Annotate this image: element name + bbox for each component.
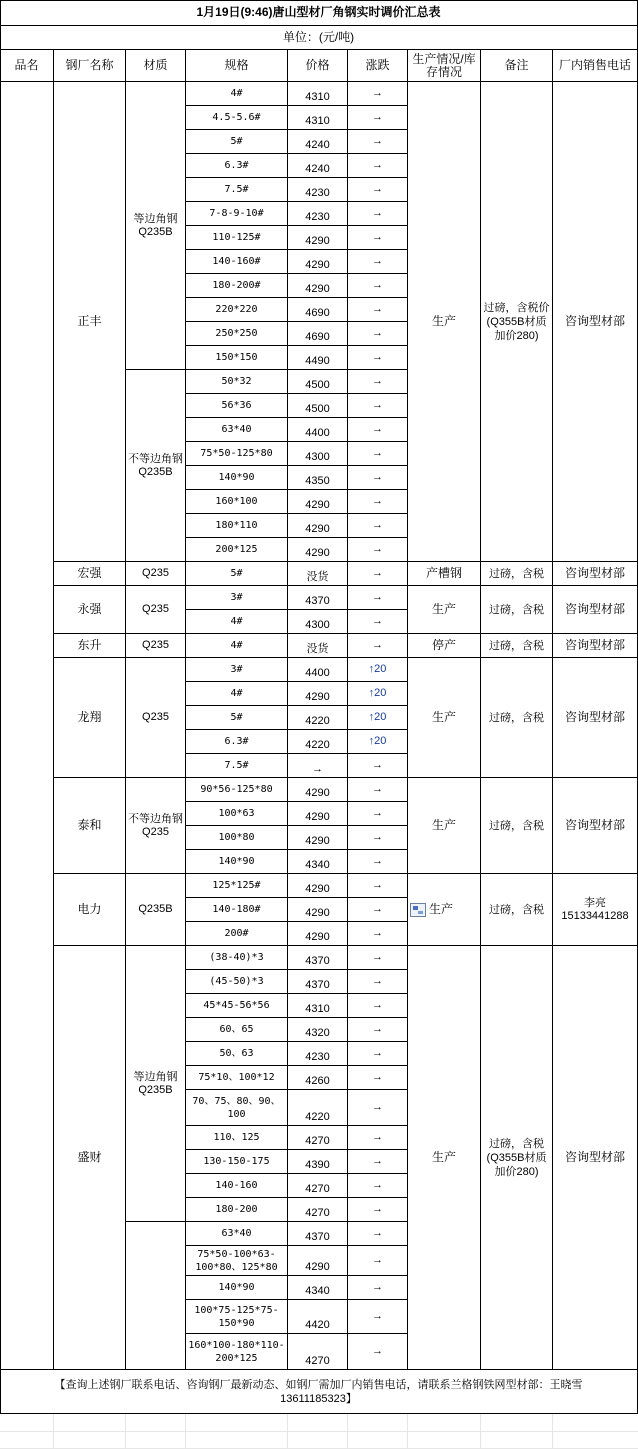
change-cell: → bbox=[348, 130, 408, 154]
change-cell: → bbox=[348, 442, 408, 466]
price-cell: 4290 bbox=[288, 874, 348, 898]
change-cell: → bbox=[348, 898, 408, 922]
price-cell: 4220 bbox=[288, 730, 348, 754]
sales-phone: 咨询型材部 bbox=[553, 562, 638, 586]
price-cell: 4290 bbox=[288, 490, 348, 514]
change-cell: ↑20 bbox=[348, 706, 408, 730]
unit-label: 单位：(元/吨) bbox=[0, 26, 638, 50]
spec-cell: 4# bbox=[186, 634, 288, 658]
change-cell: → bbox=[348, 1246, 408, 1276]
price-cell: 4290 bbox=[288, 682, 348, 706]
spec-cell: 140*90 bbox=[186, 850, 288, 874]
price-cell: 4310 bbox=[288, 106, 348, 130]
spec-cell: 4# bbox=[186, 82, 288, 106]
change-cell: → bbox=[348, 418, 408, 442]
spec-cell: 180-200 bbox=[186, 1198, 288, 1222]
header-mill: 钢厂名称 bbox=[54, 50, 126, 82]
change-cell: → bbox=[348, 1090, 408, 1126]
mill-name: 龙翔 bbox=[54, 658, 126, 778]
mill-name: 宏强 bbox=[54, 562, 126, 586]
change-cell: → bbox=[348, 994, 408, 1018]
spec-cell: 3# bbox=[186, 658, 288, 682]
spec-cell: 140*90 bbox=[186, 466, 288, 490]
price-cell: 4370 bbox=[288, 946, 348, 970]
spec-cell: 110、125 bbox=[186, 1126, 288, 1150]
price-cell: 4230 bbox=[288, 202, 348, 226]
spec-cell: 60、65 bbox=[186, 1018, 288, 1042]
change-cell: → bbox=[348, 466, 408, 490]
production-status: 生产 bbox=[408, 586, 481, 634]
spec-cell: 75*10、100*12 bbox=[186, 1066, 288, 1090]
empty-grid-col bbox=[407, 1414, 408, 1449]
spec-cell: 100*63 bbox=[186, 802, 288, 826]
change-cell: → bbox=[348, 346, 408, 370]
change-cell: → bbox=[348, 226, 408, 250]
spec-cell: 160*100 bbox=[186, 490, 288, 514]
change-cell: ↑20 bbox=[348, 658, 408, 682]
spec-cell: 63*40 bbox=[186, 418, 288, 442]
change-cell: → bbox=[348, 922, 408, 946]
spec-cell: 180-200# bbox=[186, 274, 288, 298]
price-cell: 4220 bbox=[288, 1090, 348, 1126]
remark-cell: 过磅，含税 bbox=[481, 562, 553, 586]
change-cell: → bbox=[348, 1042, 408, 1066]
price-cell: 4290 bbox=[288, 826, 348, 850]
price-cell: 4230 bbox=[288, 1042, 348, 1066]
price-cell: 4290 bbox=[288, 250, 348, 274]
spec-cell: 6.3# bbox=[186, 730, 288, 754]
empty-grid-col bbox=[552, 1414, 553, 1449]
price-cell: 4370 bbox=[288, 970, 348, 994]
price-cell: 4290 bbox=[288, 778, 348, 802]
spec-cell: 110-125# bbox=[186, 226, 288, 250]
price-cell: 4500 bbox=[288, 370, 348, 394]
change-cell: → bbox=[348, 106, 408, 130]
price-cell: 4420 bbox=[288, 1300, 348, 1334]
price-cell: 4320 bbox=[288, 1018, 348, 1042]
sales-phone: 咨询型材部 bbox=[553, 778, 638, 874]
price-cell: 4340 bbox=[288, 850, 348, 874]
price-cell: 4490 bbox=[288, 346, 348, 370]
spec-cell: 75*50-100*63-100*80、125*80 bbox=[186, 1246, 288, 1276]
product-column bbox=[0, 82, 54, 1370]
price-cell: 4690 bbox=[288, 322, 348, 346]
empty-grid-col bbox=[480, 1414, 481, 1449]
change-cell: → bbox=[348, 586, 408, 610]
change-cell: → bbox=[348, 778, 408, 802]
price-cell: 4350 bbox=[288, 466, 348, 490]
empty-grid-col bbox=[347, 1414, 348, 1449]
spec-cell: 140-160 bbox=[186, 1174, 288, 1198]
sheet-title: 1月19日(9:46)唐山型材厂角钢实时调价汇总表 bbox=[0, 0, 638, 26]
mill-name: 泰和 bbox=[54, 778, 126, 874]
sales-phone: 李亮 15133441288 bbox=[553, 874, 638, 946]
price-cell: 4370 bbox=[288, 586, 348, 610]
spec-cell: 200# bbox=[186, 922, 288, 946]
change-cell: → bbox=[348, 250, 408, 274]
spec-cell: 63*40 bbox=[186, 1222, 288, 1246]
spec-cell: 7-8-9-10# bbox=[186, 202, 288, 226]
mill-name: 正丰 bbox=[54, 82, 126, 562]
change-cell: → bbox=[348, 490, 408, 514]
material-cell: Q235 bbox=[126, 658, 186, 778]
material-cell: 不等边角钢Q235B bbox=[126, 370, 186, 562]
spec-cell: 140-180# bbox=[186, 898, 288, 922]
change-cell: → bbox=[348, 298, 408, 322]
spec-cell: 250*250 bbox=[186, 322, 288, 346]
spec-cell: 140*90 bbox=[186, 1276, 288, 1300]
sales-phone: 咨询型材部 bbox=[553, 634, 638, 658]
change-cell: → bbox=[348, 826, 408, 850]
spec-cell: 140-160# bbox=[186, 250, 288, 274]
price-cell: 4290 bbox=[288, 226, 348, 250]
change-cell: → bbox=[348, 202, 408, 226]
spec-cell: 50*32 bbox=[186, 370, 288, 394]
production-status: 停产 bbox=[408, 634, 481, 658]
price-cell: 4400 bbox=[288, 658, 348, 682]
price-cell: 4310 bbox=[288, 82, 348, 106]
spec-cell: 200*125 bbox=[186, 538, 288, 562]
spec-cell: (38-40)*3 bbox=[186, 946, 288, 970]
mill-name: 东升 bbox=[54, 634, 126, 658]
change-cell: → bbox=[348, 1334, 408, 1370]
price-cell: 4290 bbox=[288, 1246, 348, 1276]
change-cell: → bbox=[348, 1198, 408, 1222]
empty-grid-col bbox=[287, 1414, 288, 1449]
change-cell: → bbox=[348, 1126, 408, 1150]
production-status: 产槽钢 bbox=[408, 562, 481, 586]
empty-grid-col bbox=[53, 1414, 54, 1449]
spec-cell: 100*80 bbox=[186, 826, 288, 850]
price-cell: 4270 bbox=[288, 1198, 348, 1222]
header-change: 涨跌 bbox=[348, 50, 408, 82]
change-cell: → bbox=[348, 850, 408, 874]
change-cell: → bbox=[348, 802, 408, 826]
change-cell: → bbox=[348, 154, 408, 178]
spec-cell: 220*220 bbox=[186, 298, 288, 322]
change-cell: → bbox=[348, 322, 408, 346]
spec-cell: 160*100-180*110-200*125 bbox=[186, 1334, 288, 1370]
sales-phone: 咨询型材部 bbox=[553, 658, 638, 778]
price-cell: 4340 bbox=[288, 1276, 348, 1300]
remark-cell: 过磅，含税价(Q355B材质加价280) bbox=[481, 82, 553, 562]
header-price: 价格 bbox=[288, 50, 348, 82]
spec-cell: 4.5-5.6# bbox=[186, 106, 288, 130]
change-cell: → bbox=[348, 274, 408, 298]
change-cell: → bbox=[348, 1066, 408, 1090]
material-cell: 不等边角钢Q235 bbox=[126, 778, 186, 874]
production-status: 生产 bbox=[408, 658, 481, 778]
spec-cell: 90*56-125*80 bbox=[186, 778, 288, 802]
price-cell: 4300 bbox=[288, 610, 348, 634]
price-cell: 4290 bbox=[288, 274, 348, 298]
price-cell: 4310 bbox=[288, 994, 348, 1018]
spec-cell: 7.5# bbox=[186, 178, 288, 202]
sales-phone: 咨询型材部 bbox=[553, 946, 638, 1370]
change-cell: → bbox=[348, 754, 408, 778]
sales-phone: 咨询型材部 bbox=[553, 82, 638, 562]
spec-cell: 4# bbox=[186, 682, 288, 706]
change-cell: → bbox=[348, 538, 408, 562]
spec-cell: 5# bbox=[186, 130, 288, 154]
empty-grid-row bbox=[0, 1431, 638, 1449]
change-cell: → bbox=[348, 178, 408, 202]
paste-options-icon[interactable] bbox=[410, 903, 426, 917]
change-cell: → bbox=[348, 874, 408, 898]
change-cell: → bbox=[348, 82, 408, 106]
price-cell: 4260 bbox=[288, 1066, 348, 1090]
production-status: 生产 bbox=[408, 778, 481, 874]
spec-cell: 100*75-125*75-150*90 bbox=[186, 1300, 288, 1334]
change-cell: → bbox=[348, 1150, 408, 1174]
price-cell: 4290 bbox=[288, 898, 348, 922]
spec-cell: 7.5# bbox=[186, 754, 288, 778]
sales-phone: 咨询型材部 bbox=[553, 586, 638, 634]
change-cell: → bbox=[348, 514, 408, 538]
header-phone: 厂内销售电话 bbox=[553, 50, 638, 82]
change-cell: → bbox=[348, 610, 408, 634]
remark-cell: 过磅，含税 bbox=[481, 658, 553, 778]
spec-cell: (45-50)*3 bbox=[186, 970, 288, 994]
material-cell bbox=[126, 1222, 186, 1370]
price-cell: 4270 bbox=[288, 1174, 348, 1198]
remark-cell: 过磅，含税 bbox=[481, 874, 553, 946]
price-cell: 没货 bbox=[288, 634, 348, 658]
price-cell: 4400 bbox=[288, 418, 348, 442]
material-cell: Q235 bbox=[126, 562, 186, 586]
price-cell: 4220 bbox=[288, 706, 348, 730]
price-cell: 4690 bbox=[288, 298, 348, 322]
price-cell: → bbox=[288, 754, 348, 778]
empty-grid-col bbox=[185, 1414, 186, 1449]
price-cell: 4270 bbox=[288, 1334, 348, 1370]
header-remark: 备注 bbox=[481, 50, 553, 82]
price-cell: 4290 bbox=[288, 922, 348, 946]
header-spec: 规格 bbox=[186, 50, 288, 82]
spec-cell: 180*110 bbox=[186, 514, 288, 538]
spec-cell: 150*150 bbox=[186, 346, 288, 370]
spec-cell: 5# bbox=[186, 706, 288, 730]
change-cell: → bbox=[348, 1276, 408, 1300]
change-cell: ↑20 bbox=[348, 730, 408, 754]
material-cell: 等边角钢Q235B bbox=[126, 82, 186, 370]
remark-cell: 过磅，含税 bbox=[481, 634, 553, 658]
empty-grid-col bbox=[125, 1414, 126, 1449]
price-cell: 4240 bbox=[288, 154, 348, 178]
material-cell: Q235B bbox=[126, 874, 186, 946]
header-product: 品名 bbox=[0, 50, 54, 82]
change-cell: → bbox=[348, 1222, 408, 1246]
change-cell: → bbox=[348, 1300, 408, 1334]
header-material: 材质 bbox=[126, 50, 186, 82]
mill-name: 永强 bbox=[54, 586, 126, 634]
change-cell: → bbox=[348, 1018, 408, 1042]
spec-cell: 56*36 bbox=[186, 394, 288, 418]
change-cell: → bbox=[348, 394, 408, 418]
spec-cell: 130-150-175 bbox=[186, 1150, 288, 1174]
price-cell: 4270 bbox=[288, 1126, 348, 1150]
change-cell: → bbox=[348, 970, 408, 994]
empty-grid-row bbox=[0, 1414, 638, 1432]
material-cell: 等边角钢Q235B bbox=[126, 946, 186, 1222]
header-status: 生产情况/库存情况 bbox=[408, 50, 481, 82]
spec-cell: 6.3# bbox=[186, 154, 288, 178]
price-cell: 4290 bbox=[288, 514, 348, 538]
change-cell: → bbox=[348, 946, 408, 970]
change-cell: ↑20 bbox=[348, 682, 408, 706]
price-cell: 4240 bbox=[288, 130, 348, 154]
spec-cell: 3# bbox=[186, 586, 288, 610]
spec-cell: 45*45-56*56 bbox=[186, 994, 288, 1018]
mill-name: 电力 bbox=[54, 874, 126, 946]
remark-cell: 过磅，含税 bbox=[481, 586, 553, 634]
price-cell: 4300 bbox=[288, 442, 348, 466]
footer-note: 【查询上述钢厂联系电话、咨询钢厂最新动态、如钢厂需加厂内销售电话，请联系兰格钢铁网型材部：王晓雪13611185323】 bbox=[0, 1370, 638, 1414]
production-status: 生产 bbox=[408, 82, 481, 562]
change-cell: → bbox=[348, 370, 408, 394]
spec-cell: 70、75、80、90、100 bbox=[186, 1090, 288, 1126]
price-cell: 4370 bbox=[288, 1222, 348, 1246]
change-cell: → bbox=[348, 634, 408, 658]
price-cell: 4230 bbox=[288, 178, 348, 202]
spec-cell: 75*50-125*80 bbox=[186, 442, 288, 466]
price-cell: 4290 bbox=[288, 802, 348, 826]
remark-cell: 过磅，含税(Q355B材质加价280) bbox=[481, 946, 553, 1370]
price-cell: 4390 bbox=[288, 1150, 348, 1174]
material-cell: Q235 bbox=[126, 586, 186, 634]
production-status: 生产 bbox=[408, 946, 481, 1370]
price-cell: 没货 bbox=[288, 562, 348, 586]
mill-name: 盛财 bbox=[54, 946, 126, 1370]
production-status: 生产 bbox=[408, 874, 481, 946]
spec-cell: 50、63 bbox=[186, 1042, 288, 1066]
change-cell: → bbox=[348, 562, 408, 586]
material-cell: Q235 bbox=[126, 634, 186, 658]
spec-cell: 125*125# bbox=[186, 874, 288, 898]
spec-cell: 5# bbox=[186, 562, 288, 586]
price-cell: 4290 bbox=[288, 538, 348, 562]
price-cell: 4500 bbox=[288, 394, 348, 418]
remark-cell: 过磅，含税 bbox=[481, 778, 553, 874]
spec-cell: 4# bbox=[186, 610, 288, 634]
change-cell: → bbox=[348, 1174, 408, 1198]
